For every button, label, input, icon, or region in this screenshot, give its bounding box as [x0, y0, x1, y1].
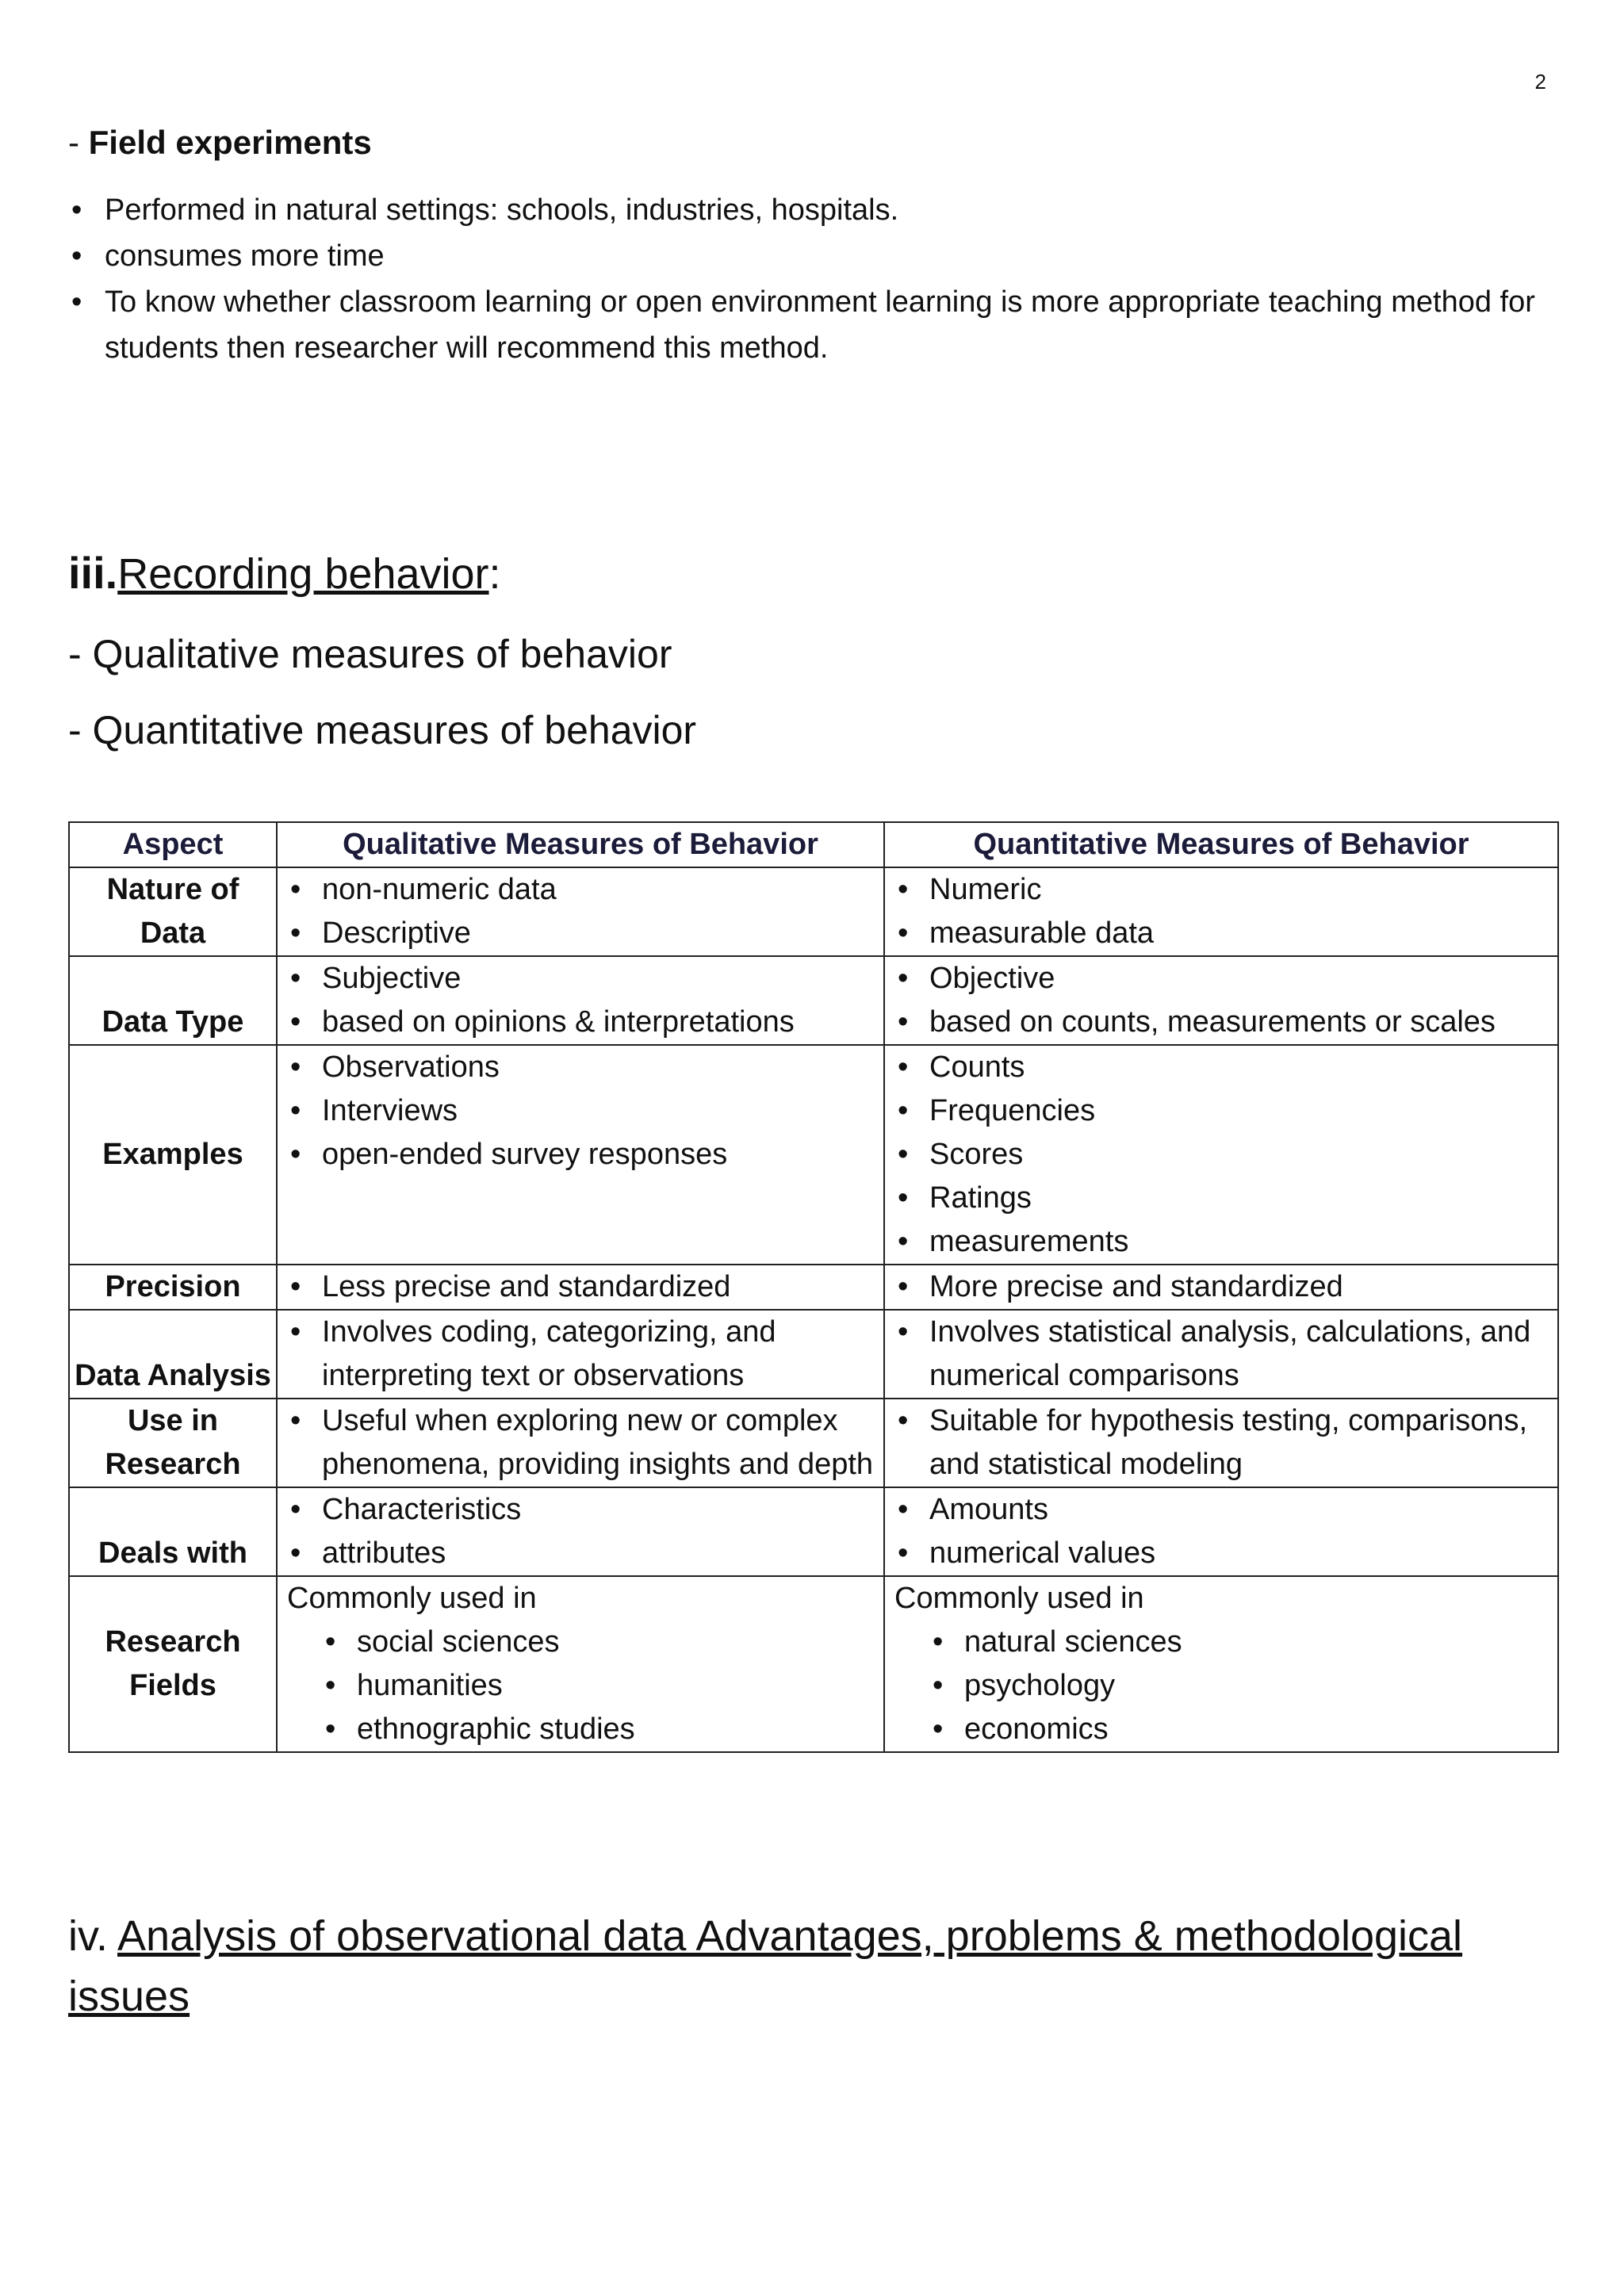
list-item: • attributes — [287, 1532, 874, 1575]
list-item: • based on counts, measurements or scales — [894, 1001, 1548, 1044]
table-row — [69, 1576, 1558, 1752]
list-item: • economics — [894, 1708, 1548, 1751]
cell-intro: Commonly used in — [894, 1582, 1144, 1615]
quantitative-cell — [884, 1399, 1558, 1487]
list-item: • Frequencies — [894, 1089, 1548, 1133]
list-item: • Observations — [287, 1046, 874, 1089]
aspect-label: Precision — [105, 1270, 241, 1303]
table-row — [69, 1487, 1558, 1576]
list-item: • Involves statistical analysis, calculations, and numerical comparisons — [894, 1311, 1548, 1398]
aspect-cell — [69, 1576, 277, 1752]
list-item: • Descriptive — [287, 912, 874, 955]
aspect-cell — [69, 1487, 277, 1576]
qualitative-cell — [277, 867, 884, 956]
qualitative-cell — [277, 1399, 884, 1487]
list-item: • Suitable for hypothesis testing, comparisons, and statistical modeling — [894, 1399, 1548, 1487]
qualitative-cell — [277, 1576, 884, 1752]
table-header-row — [69, 822, 1558, 867]
table-row — [69, 1265, 1558, 1310]
list-item: • ethnographic studies — [287, 1708, 874, 1751]
field-experiments-title: Field experiments — [88, 124, 372, 161]
quantitative-cell — [884, 1045, 1558, 1265]
quantitative-cell — [884, 867, 1558, 956]
section-number: iv. — [68, 1912, 118, 1960]
list-item: • Numeric — [894, 868, 1548, 912]
qualitative-measures-line: - Qualitative measures of behavior — [68, 632, 672, 676]
section-suffix: : — [488, 550, 501, 598]
qualitative-cell — [277, 1265, 884, 1310]
list-item: • Useful when exploring new or complex phenomena, providing insights and depth — [287, 1399, 874, 1487]
list-item: • Ratings — [894, 1177, 1548, 1220]
quantitative-cell — [884, 1576, 1558, 1752]
list-item: • humanities — [287, 1664, 874, 1708]
aspect-cell — [69, 956, 277, 1045]
quantitative-cell — [884, 1487, 1558, 1576]
list-item: • measurable data — [894, 912, 1548, 955]
quantitative-cell — [884, 1310, 1558, 1399]
aspect-cell — [69, 1265, 277, 1310]
list-item: • psychology — [894, 1664, 1548, 1708]
aspect-cell — [69, 1310, 277, 1399]
list-item: • Counts — [894, 1046, 1548, 1089]
quantitative-measures-line: - Quantitative measures of behavior — [68, 708, 697, 752]
list-item: • non-numeric data — [287, 868, 874, 912]
recording-behavior-heading — [68, 547, 501, 599]
field-experiments-list — [68, 187, 1559, 371]
aspect-cell — [69, 867, 277, 956]
list-item: • Characteristics — [287, 1488, 874, 1532]
list-item: • Performed in natural settings: schools, industries, hospitals. — [68, 187, 1559, 233]
list-item: • natural sciences — [894, 1621, 1548, 1664]
aspect-label: Data Type — [102, 1005, 244, 1039]
list-item: • Subjective — [287, 957, 874, 1001]
list-item: • Less precise and standardized — [287, 1265, 874, 1309]
field-experiments-prefix: - — [68, 124, 89, 161]
list-item: • Scores — [894, 1133, 1548, 1177]
header-aspect: Aspect — [69, 822, 277, 867]
aspect-cell — [69, 1399, 277, 1487]
comparison-table — [68, 821, 1559, 1753]
page-number: 2 — [1534, 70, 1546, 94]
table-row — [69, 1399, 1558, 1487]
aspect-label: Examples — [102, 1138, 243, 1171]
aspect-label: Deals with — [98, 1536, 247, 1570]
list-item: • To know whether classroom learning or open environment learning is more appropriate teaching method for students then researcher will recommend this method. — [68, 279, 1559, 371]
list-item: • Interviews — [287, 1089, 874, 1133]
list-item: • social sciences — [287, 1621, 874, 1664]
list-item: • open-ended survey responses — [287, 1133, 874, 1177]
qualitative-cell — [277, 956, 884, 1045]
aspect-label: Nature of Data — [106, 873, 239, 950]
list-item: • measurements — [894, 1220, 1548, 1264]
header-qualitative: Qualitative Measures of Behavior — [277, 822, 884, 867]
list-item: • numerical values — [894, 1532, 1548, 1575]
quantitative-cell — [884, 956, 1558, 1045]
list-item: • More precise and standardized — [894, 1265, 1548, 1309]
list-item: • consumes more time — [68, 233, 1559, 279]
list-item: • Involves coding, categorizing, and interpreting text or observations — [287, 1311, 874, 1398]
analysis-heading — [68, 1906, 1559, 2026]
list-item: • based on opinions & interpretations — [287, 1001, 874, 1044]
section-number: iii. — [68, 548, 118, 598]
recording-behavior-title: Recording behavior — [117, 550, 489, 598]
aspect-label: Research Fields — [105, 1625, 241, 1702]
aspect-cell — [69, 1045, 277, 1265]
table-row — [69, 956, 1558, 1045]
qualitative-cell — [277, 1045, 884, 1265]
field-experiments-heading — [68, 124, 372, 162]
analysis-title: Analysis of observational data Advantages, problems & methodological issues — [68, 1912, 1463, 2020]
qualitative-cell — [277, 1310, 884, 1399]
quantitative-cell — [884, 1265, 1558, 1310]
table-row — [69, 1045, 1558, 1265]
table-row — [69, 867, 1558, 956]
cell-intro: Commonly used in — [287, 1582, 537, 1615]
list-item: • Objective — [894, 957, 1548, 1001]
table-row — [69, 1310, 1558, 1399]
aspect-label: Data Analysis — [75, 1359, 271, 1392]
qualitative-cell — [277, 1487, 884, 1576]
list-item: • Amounts — [894, 1488, 1548, 1532]
header-quantitative: Quantitative Measures of Behavior — [884, 822, 1558, 867]
aspect-label: Use in Research — [105, 1404, 241, 1481]
